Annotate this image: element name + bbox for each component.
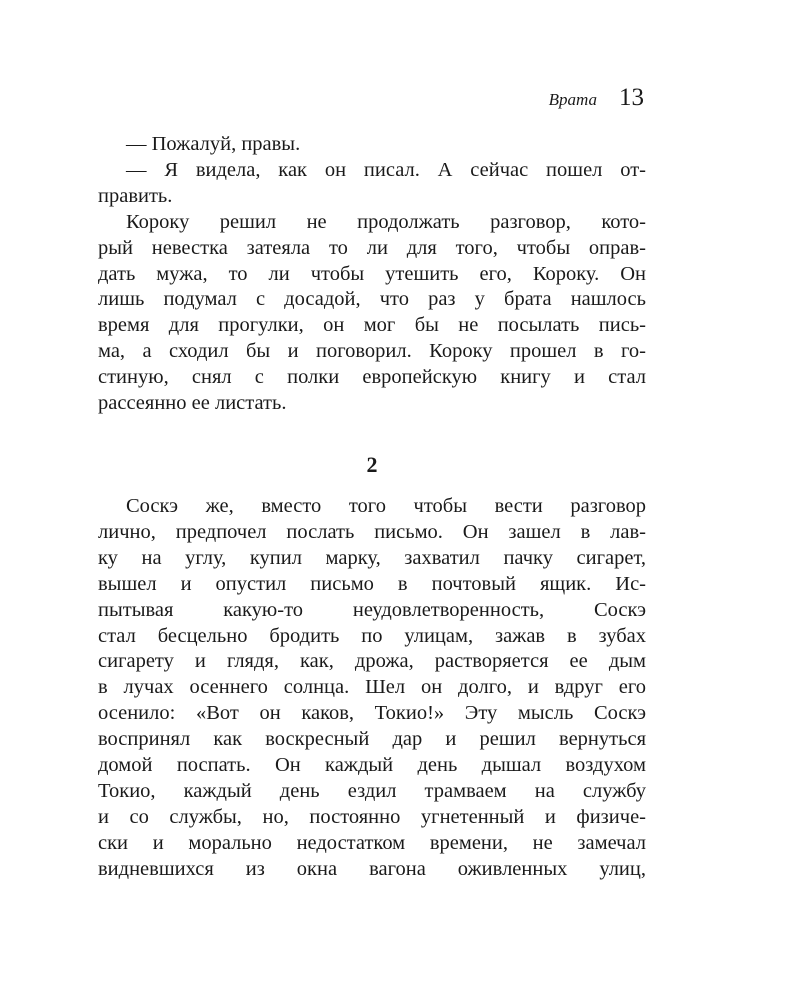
running-head xyxy=(549,84,644,112)
text-line: ски и морально недостатком времени, не замечал xyxy=(98,831,646,854)
text-line: стал бесцельно бродить по улицам, зажав в зубах xyxy=(98,624,646,647)
section-2-text xyxy=(98,494,646,883)
text-line: в лучах осеннего солнца. Шел он долго, и вдруг его xyxy=(98,676,646,699)
text-line: домой поспать. Он каждый день дышал воздухом xyxy=(98,754,646,777)
text-line: воспринял как воскресный дар и решил вернуться xyxy=(98,728,646,751)
text-line: ма, а сходил бы и поговорил. Короку прошел в го- xyxy=(98,340,646,363)
text-line: сигарету и глядя, как, дрожа, растворяется ее дым xyxy=(98,650,646,673)
text-line: рассеянно ее листать. xyxy=(98,392,287,415)
text-line: Короку решил не продолжать разговор, кото- xyxy=(126,210,646,233)
section-1-text xyxy=(98,132,646,417)
text-line: время для прогулки, он мог бы не посылать пись- xyxy=(98,314,646,337)
text-line: править. xyxy=(98,184,173,207)
text-line: дать мужа, то ли чтобы утешить его, Короку. Он xyxy=(98,262,646,285)
text-line: пытывая какую-то неудовлетворенность, Соскэ xyxy=(98,598,646,621)
text-line: — Пожалуй, правы. xyxy=(126,133,301,155)
text-line: видневшихся из окна вагона оживленных улиц, xyxy=(98,857,646,880)
text-line: вышел и опустил письмо в почтовый ящик. Ис- xyxy=(98,572,646,595)
text-line: — Я видела, как он писал. А сейчас пошел от- xyxy=(126,158,646,181)
text-line: стиную, снял с полки европейскую книгу и стал xyxy=(98,366,646,389)
text-line: лично, предпочел послать письмо. Он зашел в лав- xyxy=(98,520,646,543)
running-title: Врата xyxy=(548,90,597,109)
text-line: Соскэ же, вместо того чтобы вести разговор xyxy=(126,495,646,517)
text-line: рый невестка затеяла то ли для того, чтобы оправ- xyxy=(98,236,646,259)
text-line: ку на углу, купил марку, захватил пачку сигарет, xyxy=(98,546,646,569)
text-line: лишь подумал с досадой, что раз у брата нашлось xyxy=(98,288,646,311)
chapter-number: 2 xyxy=(366,452,378,477)
text-line: и со службы, но, постоянно угнетенный и физиче- xyxy=(98,805,646,828)
text-line: осенило: «Вот он каков, Токио!» Эту мысль Соскэ xyxy=(98,702,646,725)
text-line: Токио, каждый день ездил трамваем на службу xyxy=(98,779,646,802)
page-number: 13 xyxy=(619,84,644,111)
